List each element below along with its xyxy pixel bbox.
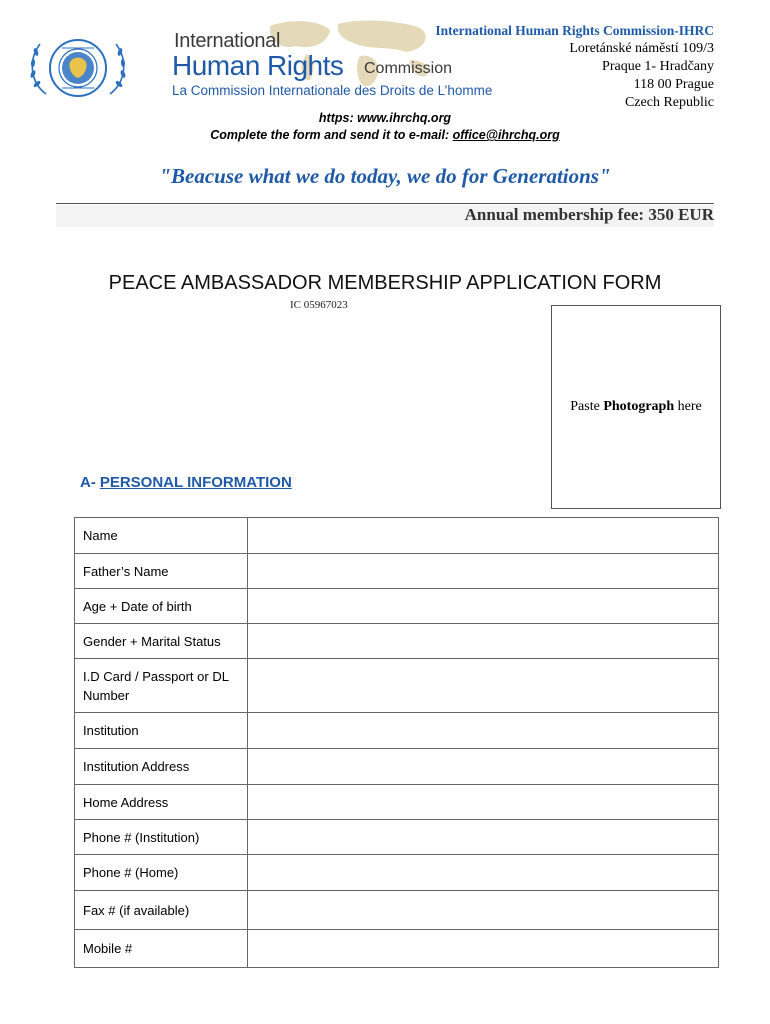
section-prefix: A- xyxy=(80,474,96,491)
photo-pre: Paste xyxy=(570,399,604,414)
field-input[interactable] xyxy=(248,659,719,713)
contact-info xyxy=(0,110,770,144)
table-row xyxy=(75,624,719,659)
slogan: "Beacuse what we do today, we do for Generations" xyxy=(159,164,611,188)
field-input[interactable] xyxy=(248,891,719,930)
table-row xyxy=(75,820,719,855)
table-row xyxy=(75,659,719,713)
photo-instruction xyxy=(570,399,701,415)
logo-human-rights: Human Rights xyxy=(172,50,344,81)
field-label: Age + Date of birth xyxy=(75,589,248,624)
ic-number: IC 05967023 xyxy=(290,299,348,311)
section-heading xyxy=(80,474,292,491)
field-label: Institution xyxy=(75,713,248,749)
table-row xyxy=(75,785,719,820)
field-input[interactable] xyxy=(248,518,719,554)
field-label: Home Address xyxy=(75,785,248,820)
instruction-text: Complete the form and send it to e-mail: xyxy=(210,128,453,142)
field-input[interactable] xyxy=(248,554,719,589)
logo-french-name: La Commission Internationale des Droits de L’homme xyxy=(172,83,493,98)
field-label: Phone # (Home) xyxy=(75,855,248,891)
field-input[interactable] xyxy=(248,855,719,891)
field-input[interactable] xyxy=(248,785,719,820)
field-label: Mobile # xyxy=(75,930,248,968)
logo-commission: Commission xyxy=(364,60,453,77)
address-country: Czech Republic xyxy=(624,95,714,110)
table-row xyxy=(75,891,719,930)
field-input[interactable] xyxy=(248,713,719,749)
table-row xyxy=(75,518,719,554)
photo-bold: Photograph xyxy=(603,399,675,414)
address-block xyxy=(435,22,714,112)
field-input[interactable] xyxy=(248,624,719,659)
field-label: I.D Card / Passport or DL Number xyxy=(75,659,248,713)
field-input[interactable] xyxy=(248,930,719,968)
divider xyxy=(56,203,714,204)
table-row xyxy=(75,855,719,891)
field-label: Gender + Marital Status xyxy=(75,624,248,659)
table-row xyxy=(75,749,719,785)
table-row xyxy=(75,930,719,968)
website-url[interactable]: https: www.ihrchq.org xyxy=(318,111,452,125)
photo-post: here xyxy=(674,399,702,414)
field-label: Phone # (Institution) xyxy=(75,820,248,855)
photo-placeholder[interactable] xyxy=(551,305,721,509)
field-label: Fax # (if available) xyxy=(75,891,248,930)
field-input[interactable] xyxy=(248,820,719,855)
emblem-icon xyxy=(24,34,132,102)
field-input[interactable] xyxy=(248,589,719,624)
email-instruction xyxy=(0,127,770,144)
membership-fee: Annual membership fee: 350 EUR xyxy=(464,205,714,224)
address-district: Praque 1- Hradčany xyxy=(602,59,714,74)
table-row xyxy=(75,589,719,624)
table-row xyxy=(75,713,719,749)
field-input[interactable] xyxy=(248,749,719,785)
table-row xyxy=(75,554,719,589)
org-name: International Human Rights Commission-IHRC xyxy=(435,23,714,38)
field-label: Father’s Name xyxy=(75,554,248,589)
field-label: Name xyxy=(75,518,248,554)
section-name: PERSONAL INFORMATION xyxy=(99,474,292,491)
form-title: PEACE AMBASSADOR MEMBERSHIP APPLICATION FORM xyxy=(108,272,662,294)
email-link[interactable]: office@ihrchq.org xyxy=(452,128,560,142)
address-city: 118 00 Prague xyxy=(633,77,714,92)
logo-international: International xyxy=(174,30,281,52)
address-street: Loretánské náměstí 109/3 xyxy=(569,41,714,56)
field-label: Institution Address xyxy=(75,749,248,785)
ihrc-emblem xyxy=(24,34,132,102)
ihrc-logo xyxy=(170,16,493,106)
personal-info-table xyxy=(74,517,719,968)
